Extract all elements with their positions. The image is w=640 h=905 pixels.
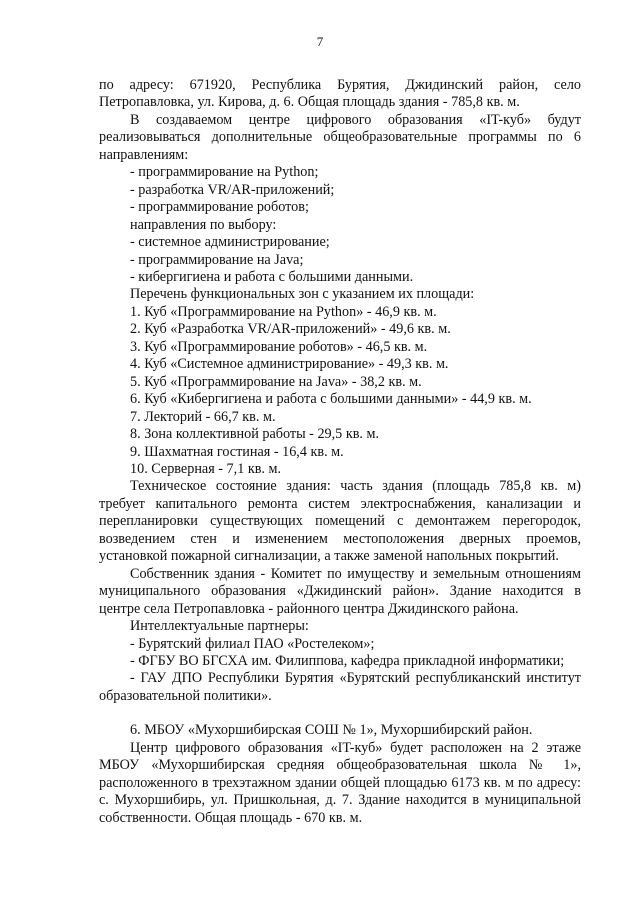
zones-heading: Перечень функциональных зон с указанием их площади: bbox=[130, 286, 475, 303]
list-item: - Бурятский филиал ПАО «Ростелеком»; bbox=[130, 635, 375, 652]
directions-list bbox=[99, 164, 581, 216]
page-number: 7 bbox=[316, 34, 324, 49]
list-item: 3. Куб «Программированиe роботов» - 46,5 кв. м. bbox=[130, 338, 428, 355]
address-paragraph: по адресу: 671920, Республика Бурятия, Джидинский район, село Петропавловка, ул. Кирова, д. 6. Общая площадь здания - 785,8 кв. м. bbox=[99, 77, 581, 111]
partners-list bbox=[99, 636, 581, 706]
list-item: - программирование на Python; bbox=[130, 164, 319, 181]
section6-paragraph: Центр цифрового образования «IT-куб» будет расположен на 2 этаже МБОУ «Мухоршибирская средняя общеобразовательная школа № 1», расположенного в трехэтажном здании общей площадью 6173 кв. м по адресу: с. Мухоршибирь, ул. Пришкольная, д. 7. Здание находится в муниципальной собственности. Общая площадь - 670 кв. м. bbox=[99, 739, 581, 826]
document-body bbox=[99, 77, 581, 827]
list-item: - кибергигиена и работа с большими данными. bbox=[130, 268, 414, 285]
list-item: 4. Куб «Системное администрирование» - 49,3 кв. м. bbox=[130, 356, 449, 373]
technical-state-paragraph: Техническое состояние здания: часть здания (площадь 785,8 кв. м) требует капитального ремонта систем электроснабжения, канализации и перепланировки существующих помещений с демонтажем перегородок, возведением стен и изменением местоположения дверных проемов, установкой пожарной сигнализации, а также заменой напольных покрытий. bbox=[99, 478, 581, 565]
zones-list bbox=[99, 304, 581, 479]
list-item: - ГАУ ДПО Республики Бурятия «Бурятский республиканский институт образовательной политики». bbox=[99, 670, 581, 704]
section-spacer bbox=[99, 705, 581, 722]
elective-list bbox=[99, 234, 581, 286]
list-item: 2. Куб «Разработка VR/AR-приложений» - 49,6 кв. м. bbox=[130, 321, 451, 338]
list-item: - разработка VR/AR-приложений; bbox=[130, 181, 335, 198]
list-item: 5. Куб «Программирование на Java» - 38,2 кв. м. bbox=[130, 373, 422, 390]
list-item: - программирование роботов; bbox=[130, 199, 309, 216]
owner-paragraph: Собственник здания - Комитет по имуществу и земельным отношениям муниципального образования «Джидинский район». Здание находится в центре села Петропавловка - районного центра Джидинского района. bbox=[99, 565, 581, 617]
list-item: 10. Серверная - 7,1 кв. м. bbox=[130, 460, 282, 477]
list-item: 9. Шахматная гостиная - 16,4 кв. м. bbox=[130, 443, 344, 460]
list-item: - ФГБУ ВО БГСХА им. Филиппова, кафедра прикладной информатики; bbox=[130, 652, 565, 669]
programs-intro-paragraph: В создаваемом центре цифрового образования «IT-куб» будут реализовываться дополнительные общеобразовательные программы по 6 направлениям: bbox=[99, 111, 581, 163]
elective-heading: направления по выбору: bbox=[130, 216, 277, 233]
list-item: - системное администрирование; bbox=[130, 234, 330, 251]
section6-heading: 6. МБОУ «Мухоршибирская СОШ № 1», Мухоршибирский район. bbox=[130, 722, 533, 739]
list-item: 6. Куб «Кибергигиена и работа с большими данными» - 44,9 кв. м. bbox=[130, 391, 532, 408]
list-item: 8. Зона коллективной работы - 29,5 кв. м. bbox=[130, 426, 380, 443]
list-item: 7. Лекторий - 66,7 кв. м. bbox=[130, 408, 276, 425]
partners-heading: Интеллектуальные партнеры: bbox=[130, 618, 309, 635]
list-item: 1. Куб «Программирование на Python» - 46,9 кв. м. bbox=[130, 303, 437, 320]
list-item: - программирование на Java; bbox=[130, 251, 304, 268]
